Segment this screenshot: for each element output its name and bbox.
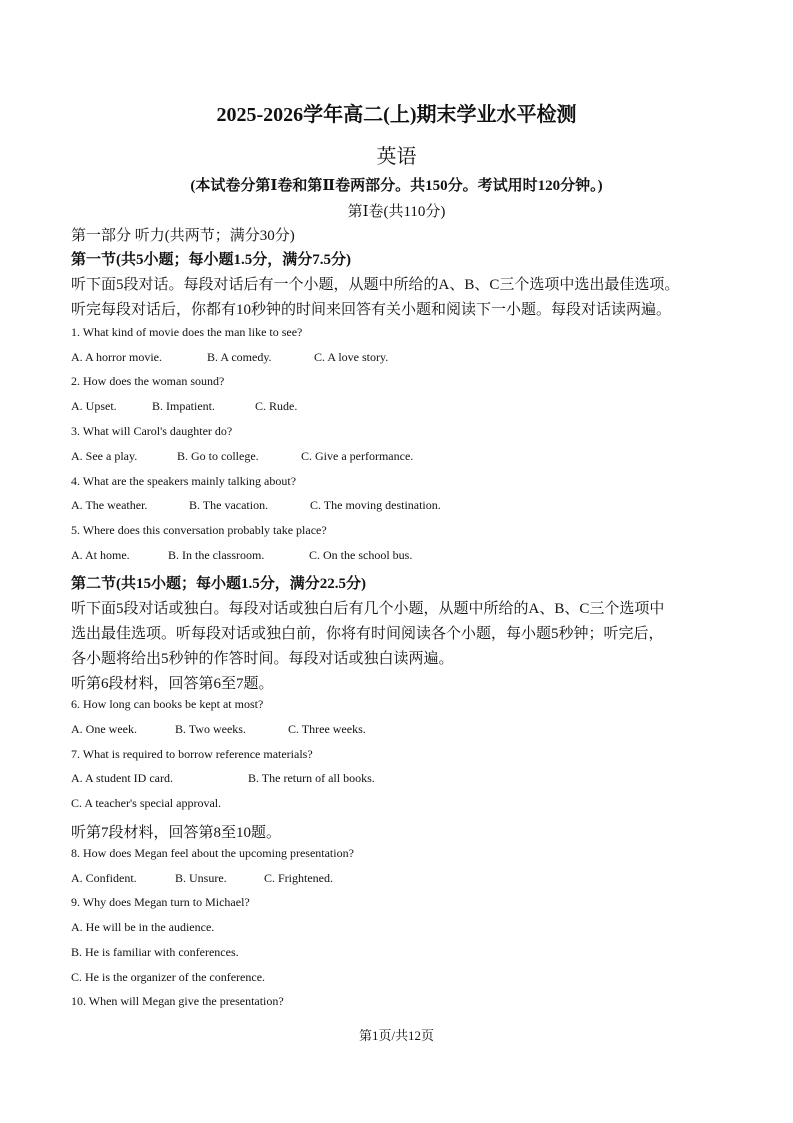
options-6 [71, 722, 366, 737]
options-5 [71, 548, 412, 563]
section1-heading: 第一节(共5小题；每小题1.5分，满分7.5分) [71, 252, 351, 268]
section1-instruction-2: 听完每段对话后，你都有10秒钟的时间来回答有关小题和阅读下一小题。每段对话读两遍。 [71, 302, 672, 318]
question-2: 2. How does the woman sound? [71, 374, 225, 388]
option-4b: B. The vacation. [189, 498, 269, 512]
question-8: 8. How does Megan feel about the upcoming presentation? [71, 846, 354, 860]
option-5a: A. At home. [71, 548, 130, 562]
option-6c: C. Three weeks. [288, 722, 366, 736]
options-3 [71, 449, 413, 464]
option-6b: B. Two weeks. [175, 722, 246, 736]
question-3: 3. What will Carol's daughter do? [71, 424, 233, 438]
question-4: 4. What are the speakers mainly talking about? [71, 474, 297, 488]
option-4a: A. The weather. [71, 498, 148, 512]
section2-instruction-1: 听下面5段对话或独白。每段对话或独白后有几个小题，从题中所给的A、B、C三个选项中 [71, 601, 665, 617]
question-9: 9. Why does Megan turn to Michael? [71, 895, 250, 909]
question-5: 5. Where does this conversation probably take place? [71, 523, 327, 537]
option-9a: A. He will be in the audience. [71, 920, 215, 934]
question-7: 7. What is required to borrow reference materials? [71, 747, 313, 761]
page-footer: 第1页/共12页 [358, 1028, 435, 1043]
option-1a: A. A horror movie. [71, 350, 162, 364]
option-2c: C. Rude. [255, 399, 298, 413]
section2-heading: 第二节(共15小题；每小题1.5分，满分22.5分) [71, 576, 366, 592]
option-8c: C. Frightened. [264, 871, 333, 885]
option-1b: B. A comedy. [207, 350, 272, 364]
option-1c: C. A love story. [314, 350, 389, 364]
option-2a: A. Upset. [71, 399, 117, 413]
option-7a: A. A student ID card. [71, 771, 173, 785]
section2-instruction-3: 各小题将给出5秒钟的作答时间。每段对话或独白读两遍。 [71, 651, 454, 667]
question-10: 10. When will Megan give the presentation? [71, 994, 284, 1008]
option-8a: A. Confident. [71, 871, 137, 885]
passage7-label: 听第7段材料，回答第8至10题。 [71, 825, 282, 841]
option-4c: C. The moving destination. [310, 498, 441, 512]
option-6a: A. One week. [71, 722, 137, 736]
option-3a: A. See a play. [71, 449, 138, 463]
volume-heading: 第Ⅰ卷(共110分) [347, 204, 446, 220]
part1-heading: 第一部分 听力(共两节；满分30分) [71, 228, 295, 244]
option-9b: B. He is familiar with conferences. [71, 945, 239, 959]
question-6: 6. How long can books be kept at most? [71, 697, 264, 711]
options-7 [71, 771, 375, 786]
section1-instruction-1: 听下面5段对话。每段对话后有一个小题，从题中所给的A、B、C三个选项中选出最佳选项。 [71, 277, 680, 293]
option-9c: C. He is the organizer of the conference. [71, 970, 266, 984]
exam-title: 2025-2026学年高二(上)期末学业水平检测 [216, 104, 577, 126]
option-7c: C. A teacher's special approval. [71, 796, 222, 810]
exam-note: (本试卷分第Ⅰ卷和第Ⅱ卷两部分。共150分。考试用时120分钟。) [190, 178, 603, 194]
question-1: 1. What kind of movie does the man like to see? [71, 325, 303, 339]
section2-instruction-2: 选出最佳选项。听每段对话或独白前，你将有时间阅读各个小题，每小题5秒钟；听完后， [71, 626, 664, 642]
options-2 [71, 399, 297, 414]
option-2b: B. Impatient. [152, 399, 215, 413]
passage6-label: 听第6段材料，回答第6至7题。 [71, 676, 274, 692]
option-7b: B. The return of all books. [248, 771, 375, 785]
subject-title: 英语 [376, 146, 417, 168]
option-3c: C. Give a performance. [301, 449, 414, 463]
option-5c: C. On the school bus. [309, 548, 413, 562]
options-1 [71, 350, 388, 365]
option-8b: B. Unsure. [175, 871, 227, 885]
options-4 [71, 498, 441, 513]
option-5b: B. In the classroom. [168, 548, 265, 562]
options-8 [71, 871, 333, 886]
option-3b: B. Go to college. [177, 449, 259, 463]
